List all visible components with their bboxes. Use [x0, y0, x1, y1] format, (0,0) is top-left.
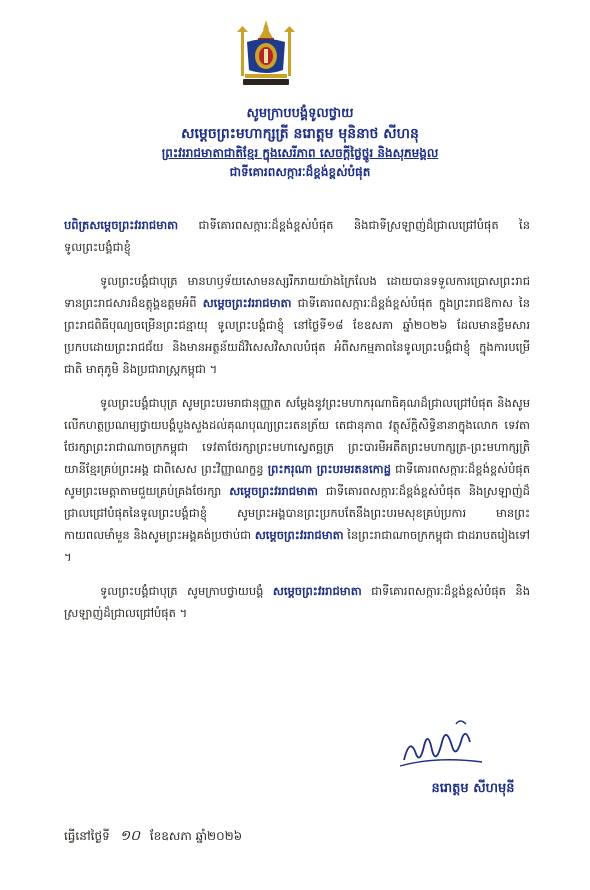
recipient-honorific: ជាទីគោរពសក្ការៈដ៏ខ្ពង់ខ្ពស់បំផុត [229, 165, 371, 179]
signer-name: នរោត្តម សីហមុនី [431, 781, 515, 796]
paragraph-2-text-a: ទូលព្រះបង្គំជាបុត្រ មានហឫទ័យសោមនស្សរីករាយយ៉ាងក្រៃលែង ដោយបានទទួលការប្រោសព្រះរាជទានព្រះរាជសារដ៏ឧត្តុង្គឧត្តមអំពី [64, 274, 530, 310]
body-paragraph-1 [64, 214, 530, 258]
paragraph-3-text-d: នៃព្រះរាជាណាចក្រកម្ពុជា ជាដរាបតរៀងទៅ ។ [64, 528, 530, 564]
date-prefix: ធ្វើនៅថ្ងៃទី [64, 829, 110, 843]
paragraph-3-bold-2: សម្តេចព្រះវររាជមាតា [229, 484, 318, 498]
date-suffix: ខែឧសភា ឆ្នាំ២០២៦ [149, 829, 243, 843]
body-paragraph-4 [64, 580, 530, 624]
body-paragraph-3 [64, 392, 530, 568]
paragraph-4-bold: សម្តេចព្រះវររាជមាតា [272, 584, 362, 598]
paragraph-2-bold: សម្តេចព្រះវររាជមាតា [202, 296, 292, 310]
date-line [64, 826, 364, 847]
date-day: ១០ [119, 828, 141, 844]
paragraph-3-text-c: ជាទីគោរពសក្ការៈដ៏ខ្ពង់ខ្ពស់បំផុត និងស្រឡាញ់ដ៏ជ្រាលជ្រៅបំផុតនៃទូលព្រះបង្គំជាខ្ញុំ សូមព្រះអង្គបានព្រះប្រកបតែនឹងព្រះបរមសុខគ្រប់ប្រការ មានព្រះកាយពលមាំមួន និងសូមព្រះអង្គគង់ប្រថាប់ជា [64, 484, 530, 542]
paragraph-3-text-b: ជាទីគោរពសក្ការៈដ៏ខ្ពង់ខ្ពស់បំផុត សូមព្រះមេត្តាតាមជួយគ្រប់គ្រងថែរក្សា [64, 462, 531, 498]
paragraph-2-text-b: ជាទីគោរពសក្ការៈដ៏ខ្ពង់ខ្ពស់បំផុត ក្នុងព្រះរាជឱកាស នៃព្រះរាជពិធីបុណ្យចម្រើនព្រះជន្មាយុ ទូលព្រះបង្គំជាខ្ញុំ នៅថ្ងៃទី១៨ ខែឧសភា ឆ្នាំ២០២៦ ដែលមានខ្លឹមសារប្រកបដោយព្រះរាជជ័យ និងមានអត្ថន័យដ៏វិសេសវិសាលបំផុត អំពីសកម្មភាពនៃទូលព្រះបង្គំជាខ្ញុំ ក្នុងការបម្រើជាតិ មាតុភូមិ និងប្រជារាស្ត្រកម្ពុជា ។ [64, 296, 531, 376]
handwritten-signature [396, 716, 486, 772]
paragraph-3-bold-3: សម្តេចព្រះវររាជមាតា [254, 528, 344, 542]
body-paragraph-2 [64, 270, 530, 380]
paragraph-4-text-a: ទូលព្រះបង្គំជាបុត្រ សូមក្រាបថ្វាយបង្គំ [100, 584, 273, 598]
paragraph-4-text-b: ជាទីគោរពសក្ការៈដ៏ខ្ពង់ខ្ពស់បំផុត និងស្រឡាញ់ដ៏ជ្រាលជ្រៅបំផុត ។ [64, 584, 530, 620]
recipient-title: ព្រះវររាជមាតាជាតិខ្មែរ ក្នុងសេរីភាព សេចក្តីថ្លៃថ្នូរ និងសុភមង្គល [161, 146, 439, 160]
paragraph-3-text-a: ទូលព្រះបង្គំជាបុត្រ សូមព្រះបរមរាជានុញ្ញាត សម្តែងនូវព្រះមហាករុណាធិគុណដ៏ជ្រាលជ្រៅបំផុត និងសូមលើកហត្ថប្រណម្យថ្វាយបង្គំបួងសួងដល់គុណបុណ្យព្រះរតនត្រ័យ តេជានុភាព វត្ថុស័ក្តិសិទ្ធិនានាក្នុងលោក ទេវតាថែរក្សាព្រះរាជាណាចក្រកម្ពុជា ទេវតាថែរក្សាព្រះមហាស្វេតច្ឆត្រ ព្រះបារមីអតីតព្រះមហាក្សត្រ-ព្រះមហាក្សត្រិយានីខ្មែរគ្រប់ព្រះអង្គ ជាពិសេស ព្រះវិញ្ញាណក្ខន្ធ [64, 396, 530, 476]
address-bold: បពិត្រសម្តេចព្រះវររាជមាតា [64, 218, 179, 232]
salutation-line: សូមក្រាបបង្គំទូលថ្វាយ [246, 106, 354, 121]
address-text: ជាទីគោរពសក្ការៈដ៏ខ្ពង់ខ្ពស់បំផុត និងជាទីស្រឡាញ់ដ៏ជ្រាលជ្រៅបំផុត នៃទូលព្រះបង្គំជាខ្ញុំ [64, 218, 530, 254]
letter-body [64, 214, 530, 636]
letter-header [120, 104, 480, 182]
paragraph-3-bold-1: ព្រះករុណា ព្រះបរមរតនកោដ្ឋ [267, 462, 391, 476]
recipient-name: សម្តេចព្រះមហាក្សត្រី នរោត្តម មុនិនាថ សីហនុ [181, 126, 419, 142]
royal-coat-of-arms-emblem [233, 18, 299, 88]
